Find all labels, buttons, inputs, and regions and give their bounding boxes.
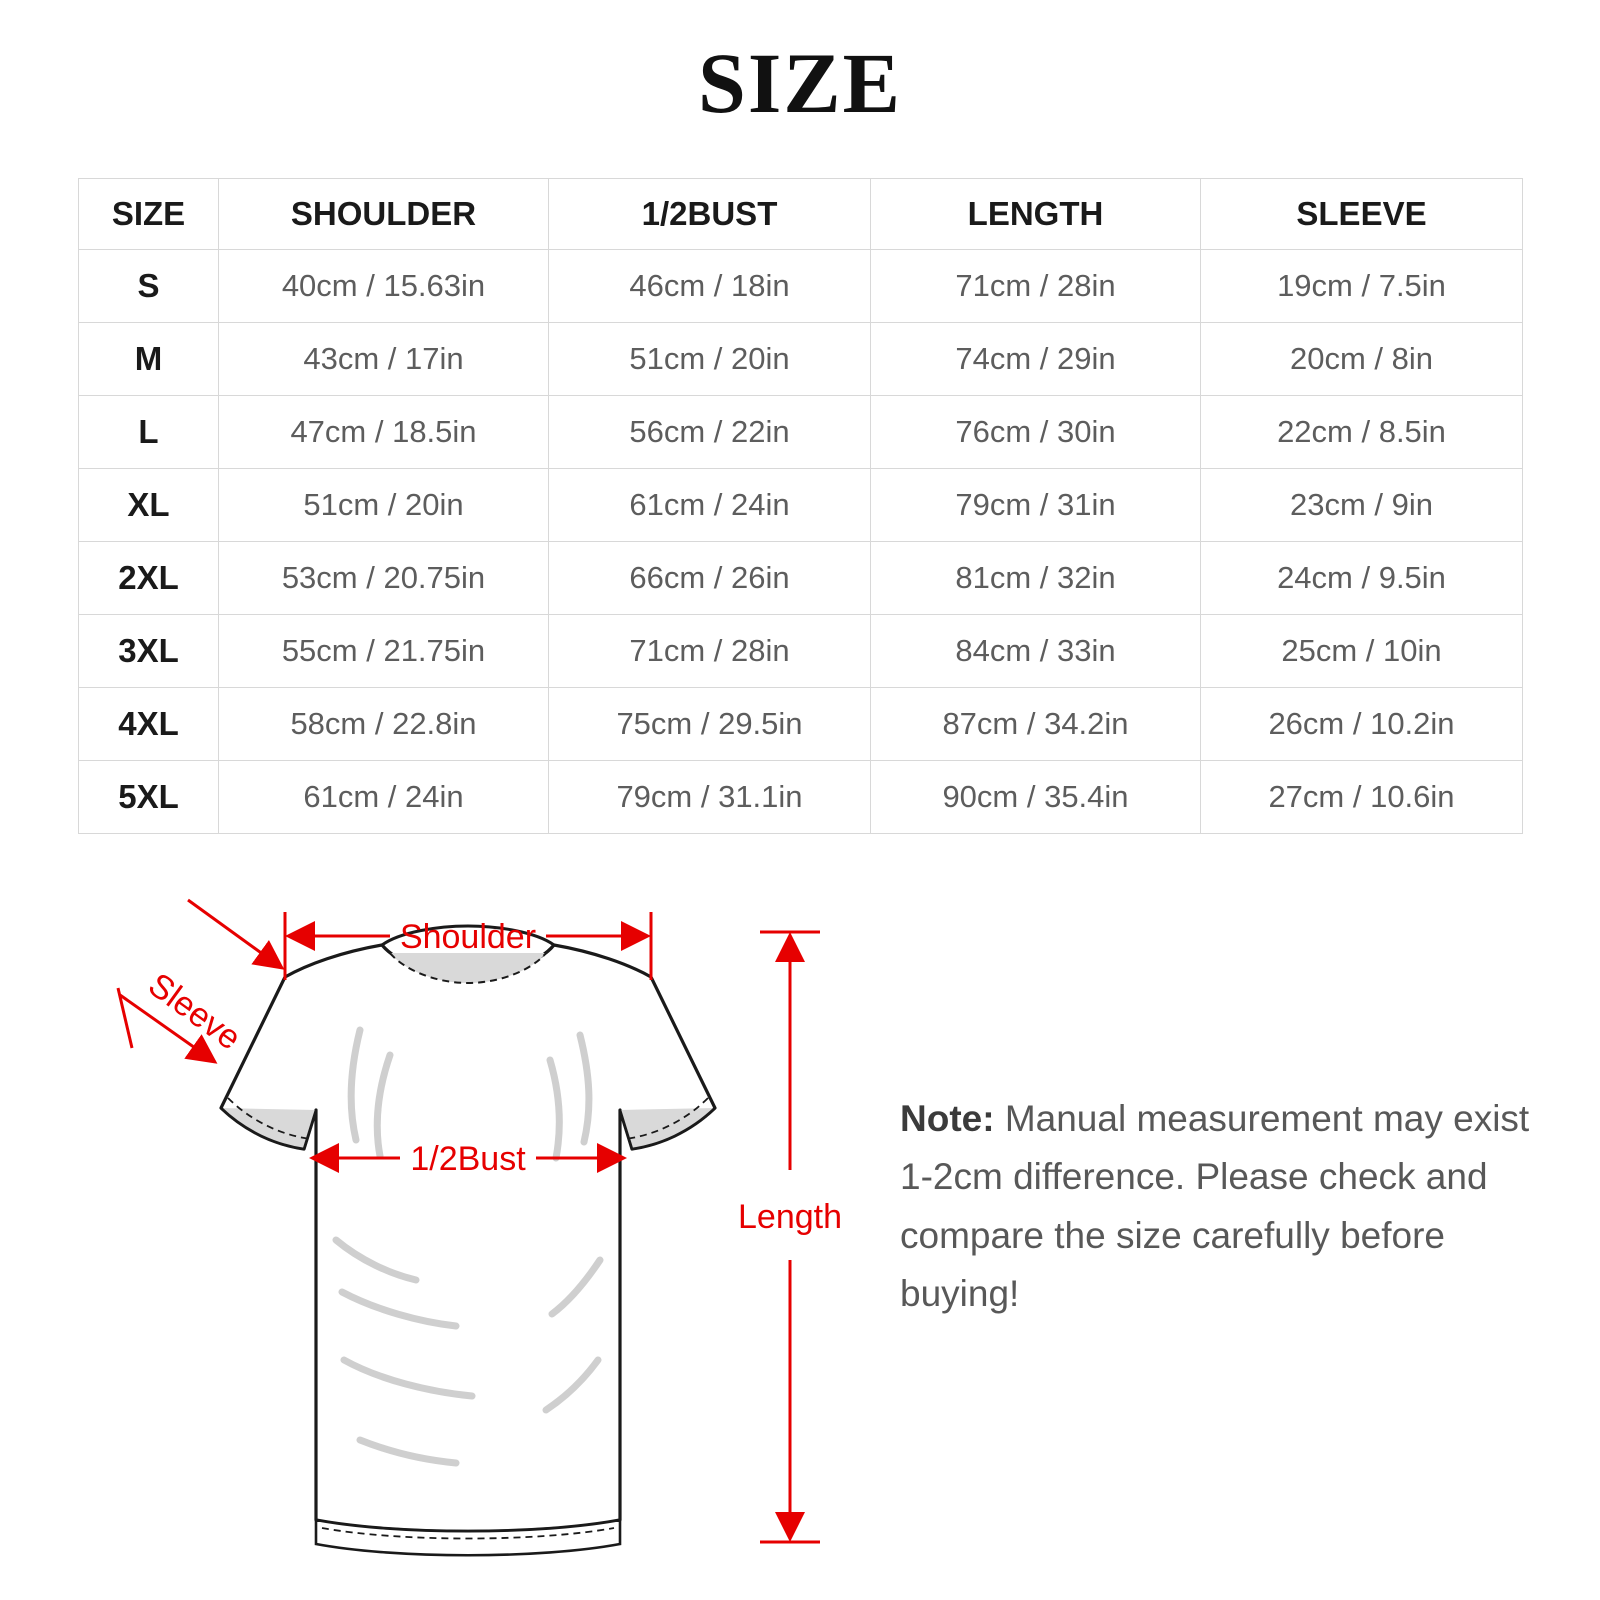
cell-shoulder: 53cm / 20.75in [219,542,549,615]
size-table-container [78,178,1522,834]
cell-size: 3XL [79,615,219,688]
cell-bust: 51cm / 20in [549,323,871,396]
cell-length: 81cm / 32in [871,542,1201,615]
cell-sleeve: 25cm / 10in [1201,615,1523,688]
cell-size: M [79,323,219,396]
cell-bust: 56cm / 22in [549,396,871,469]
note-label: Note: [900,1098,995,1139]
bust-label: 1/2Bust [410,1140,526,1178]
table-row [79,396,1523,469]
table-row [79,469,1523,542]
table-row [79,542,1523,615]
cell-bust: 66cm / 26in [549,542,871,615]
cell-length: 79cm / 31in [871,469,1201,542]
cell-size: S [79,250,219,323]
tshirt-measurement-diagram [60,840,900,1580]
table-row [79,615,1523,688]
column-header-bust: 1/2BUST [549,179,871,250]
cell-size: L [79,396,219,469]
cell-shoulder: 43cm / 17in [219,323,549,396]
cell-bust: 46cm / 18in [549,250,871,323]
column-header-size: SIZE [79,179,219,250]
cell-length: 90cm / 35.4in [871,761,1201,834]
cell-length: 76cm / 30in [871,396,1201,469]
column-header-sleeve: SLEEVE [1201,179,1523,250]
cell-shoulder: 51cm / 20in [219,469,549,542]
cell-bust: 71cm / 28in [549,615,871,688]
sleeve-label: Sleeve [141,965,248,1058]
cell-size: XL [79,469,219,542]
cell-sleeve: 26cm / 10.2in [1201,688,1523,761]
table-header-row [79,179,1523,250]
cell-length: 87cm / 34.2in [871,688,1201,761]
cell-shoulder: 40cm / 15.63in [219,250,549,323]
table-row [79,761,1523,834]
note-text: Manual measurement may exist 1-2cm difference. Please check and compare the size carefully before buying! [900,1098,1530,1315]
table-row [79,250,1523,323]
table-row [79,323,1523,396]
cell-shoulder: 55cm / 21.75in [219,615,549,688]
cell-shoulder: 58cm / 22.8in [219,688,549,761]
cell-sleeve: 22cm / 8.5in [1201,396,1523,469]
note-block [900,1090,1540,1324]
column-header-length: LENGTH [871,179,1201,250]
cell-sleeve: 23cm / 9in [1201,469,1523,542]
cell-shoulder: 61cm / 24in [219,761,549,834]
size-chart-table [78,178,1523,834]
cell-sleeve: 19cm / 7.5in [1201,250,1523,323]
cell-length: 84cm / 33in [871,615,1201,688]
column-header-shoulder: SHOULDER [219,179,549,250]
cell-bust: 61cm / 24in [549,469,871,542]
table-row [79,688,1523,761]
cell-bust: 75cm / 29.5in [549,688,871,761]
cell-sleeve: 20cm / 8in [1201,323,1523,396]
cell-shoulder: 47cm / 18.5in [219,396,549,469]
cell-sleeve: 27cm / 10.6in [1201,761,1523,834]
cell-length: 71cm / 28in [871,250,1201,323]
shoulder-label: Shoulder [399,918,537,956]
length-dimension [738,932,842,1542]
cell-bust: 79cm / 31.1in [549,761,871,834]
length-label: Length [738,1198,842,1236]
page-title: SIZE [697,35,903,131]
cell-size: 5XL [79,761,219,834]
tshirt-illustration [221,926,715,1555]
cell-sleeve: 24cm / 9.5in [1201,542,1523,615]
cell-length: 74cm / 29in [871,323,1201,396]
cell-size: 2XL [79,542,219,615]
cell-size: 4XL [79,688,219,761]
